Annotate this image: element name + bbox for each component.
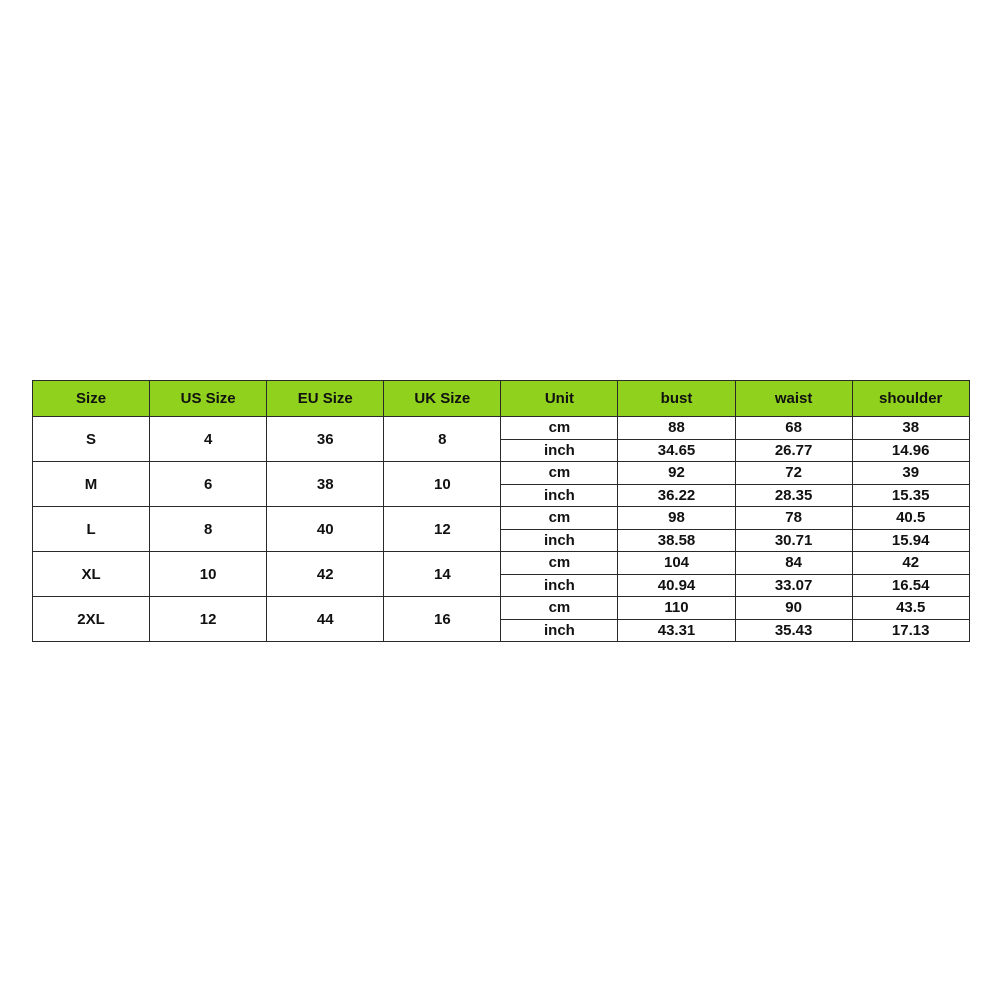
eu-size-cell: 38: [267, 462, 384, 507]
uk-size-cell: 10: [384, 462, 501, 507]
waist-cell: 28.35: [735, 484, 852, 507]
shoulder-cell: 17.13: [852, 619, 969, 642]
bust-cell: 36.22: [618, 484, 735, 507]
size-cell: XL: [33, 552, 150, 597]
unit-cell: inch: [501, 619, 618, 642]
table-row: [33, 462, 970, 485]
uk-size-cell: 16: [384, 597, 501, 642]
eu-size-cell: 40: [267, 507, 384, 552]
header-us-size: US Size: [150, 381, 267, 417]
uk-size-cell: 14: [384, 552, 501, 597]
us-size-cell: 6: [150, 462, 267, 507]
header-eu-size: EU Size: [267, 381, 384, 417]
us-size-cell: 8: [150, 507, 267, 552]
size-cell: M: [33, 462, 150, 507]
table-row: [33, 417, 970, 440]
us-size-cell: 4: [150, 417, 267, 462]
shoulder-cell: 16.54: [852, 574, 969, 597]
table-row: [33, 507, 970, 530]
unit-cell: cm: [501, 417, 618, 440]
size-chart-table: [32, 380, 970, 642]
waist-cell: 68: [735, 417, 852, 440]
header-unit: Unit: [501, 381, 618, 417]
bust-cell: 88: [618, 417, 735, 440]
shoulder-cell: 14.96: [852, 439, 969, 462]
unit-cell: cm: [501, 552, 618, 575]
bust-cell: 34.65: [618, 439, 735, 462]
bust-cell: 98: [618, 507, 735, 530]
unit-cell: cm: [501, 462, 618, 485]
eu-size-cell: 36: [267, 417, 384, 462]
shoulder-cell: 15.35: [852, 484, 969, 507]
table-body: [33, 417, 970, 642]
eu-size-cell: 42: [267, 552, 384, 597]
header-size: Size: [33, 381, 150, 417]
unit-cell: inch: [501, 439, 618, 462]
unit-cell: inch: [501, 484, 618, 507]
waist-cell: 35.43: [735, 619, 852, 642]
table-header: [33, 381, 970, 417]
size-cell: L: [33, 507, 150, 552]
table-row: [33, 552, 970, 575]
bust-cell: 40.94: [618, 574, 735, 597]
header-uk-size: UK Size: [384, 381, 501, 417]
waist-cell: 72: [735, 462, 852, 485]
eu-size-cell: 44: [267, 597, 384, 642]
waist-cell: 84: [735, 552, 852, 575]
bust-cell: 110: [618, 597, 735, 620]
us-size-cell: 12: [150, 597, 267, 642]
uk-size-cell: 12: [384, 507, 501, 552]
waist-cell: 33.07: [735, 574, 852, 597]
us-size-cell: 10: [150, 552, 267, 597]
waist-cell: 26.77: [735, 439, 852, 462]
unit-cell: inch: [501, 574, 618, 597]
size-cell: S: [33, 417, 150, 462]
bust-cell: 104: [618, 552, 735, 575]
waist-cell: 78: [735, 507, 852, 530]
unit-cell: cm: [501, 597, 618, 620]
shoulder-cell: 15.94: [852, 529, 969, 552]
header-shoulder: shoulder: [852, 381, 969, 417]
uk-size-cell: 8: [384, 417, 501, 462]
header-bust: bust: [618, 381, 735, 417]
header-waist: waist: [735, 381, 852, 417]
header-row: [33, 381, 970, 417]
bust-cell: 38.58: [618, 529, 735, 552]
size-cell: 2XL: [33, 597, 150, 642]
shoulder-cell: 42: [852, 552, 969, 575]
unit-cell: inch: [501, 529, 618, 552]
table-row: [33, 597, 970, 620]
shoulder-cell: 39: [852, 462, 969, 485]
waist-cell: 90: [735, 597, 852, 620]
waist-cell: 30.71: [735, 529, 852, 552]
shoulder-cell: 40.5: [852, 507, 969, 530]
shoulder-cell: 43.5: [852, 597, 969, 620]
bust-cell: 92: [618, 462, 735, 485]
shoulder-cell: 38: [852, 417, 969, 440]
bust-cell: 43.31: [618, 619, 735, 642]
unit-cell: cm: [501, 507, 618, 530]
